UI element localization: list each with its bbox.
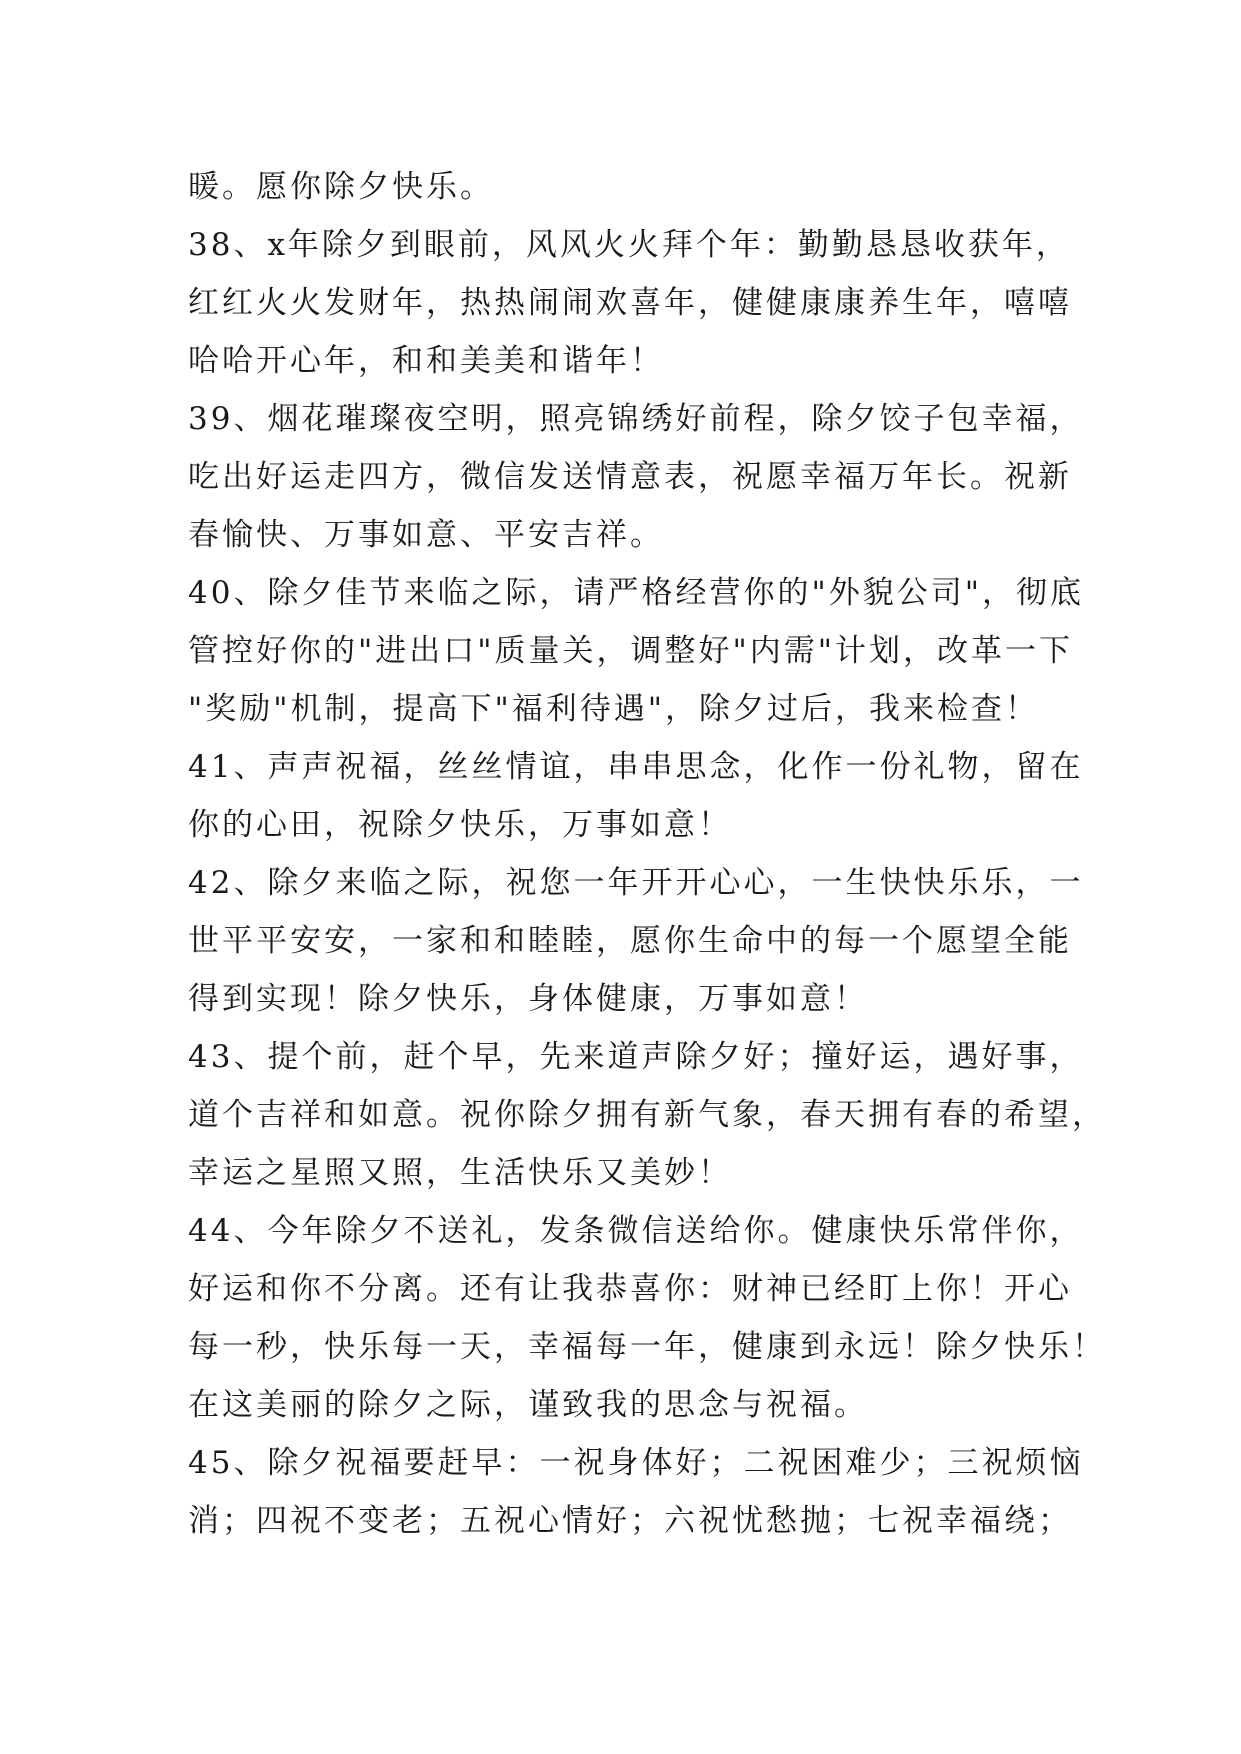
text-line: 43、提个前，赶个早，先来道声除夕好；撞好运，遇好事， <box>188 1039 1084 1075</box>
text-line: 消；四祝不变老；五祝心情好；六祝忧愁抛；七祝幸福绕； <box>188 1503 1072 1539</box>
text-line: 你的心田，祝除夕快乐，万事如意！ <box>188 807 732 843</box>
text-line: 世平平安安，一家和和睦睦，愿你生命中的每一个愿望全能 <box>188 923 1072 959</box>
text-line: 哈哈开心年，和和美美和谐年！ <box>188 343 664 379</box>
text-line: 管控好你的"进出口"质量关，调整好"内需"计划，改革一下 <box>188 633 1074 669</box>
text-line: 每一秒，快乐每一天，幸福每一年，健康到永远！除夕快乐！ <box>188 1329 1106 1365</box>
text-line: 春愉快、万事如意、平安吉祥。 <box>188 517 664 553</box>
text-line: 在这美丽的除夕之际，谨致我的思念与祝福。 <box>188 1387 868 1423</box>
text-line: 好运和你不分离。还有让我恭喜你：财神已经盯上你！开心 <box>188 1271 1072 1307</box>
text-line: 45、除夕祝福要赶早：一祝身体好；二祝困难少；三祝烦恼 <box>188 1445 1084 1481</box>
text-line: 42、除夕来临之际，祝您一年开开心心，一生快快乐乐，一 <box>188 865 1084 901</box>
text-line: "奖励"机制，提高下"福利待遇"，除夕过后，我来检查！ <box>188 691 1040 727</box>
text-line: 44、今年除夕不送礼，发条微信送给你。健康快乐常伴你， <box>188 1213 1084 1249</box>
text-line: 39、烟花璀璨夜空明，照亮锦绣好前程，除夕饺子包幸福， <box>188 401 1084 437</box>
text-line: 道个吉祥和如意。祝你除夕拥有新气象，春天拥有春的希望， <box>188 1097 1106 1133</box>
text-line: 38、x年除夕到眼前，风风火火拜个年：勤勤恳恳收获年， <box>188 227 1070 263</box>
text-line: 40、除夕佳节来临之际，请严格经营你的"外貌公司"，彻底 <box>188 575 1084 611</box>
text-line: 得到实现！除夕快乐，身体健康，万事如意！ <box>188 981 868 1017</box>
text-line: 吃出好运走四方，微信发送情意表，祝愿幸福万年长。祝新 <box>188 459 1072 495</box>
text-line: 暖。愿你除夕快乐。 <box>188 169 494 205</box>
text-line: 幸运之星照又照，生活快乐又美妙！ <box>188 1155 732 1191</box>
text-line: 红红火火发财年，热热闹闹欢喜年，健健康康养生年，嘻嘻 <box>188 285 1072 321</box>
text-line: 41、声声祝福，丝丝情谊，串串思念，化作一份礼物，留在 <box>188 749 1084 785</box>
document-body <box>188 158 1106 1550</box>
